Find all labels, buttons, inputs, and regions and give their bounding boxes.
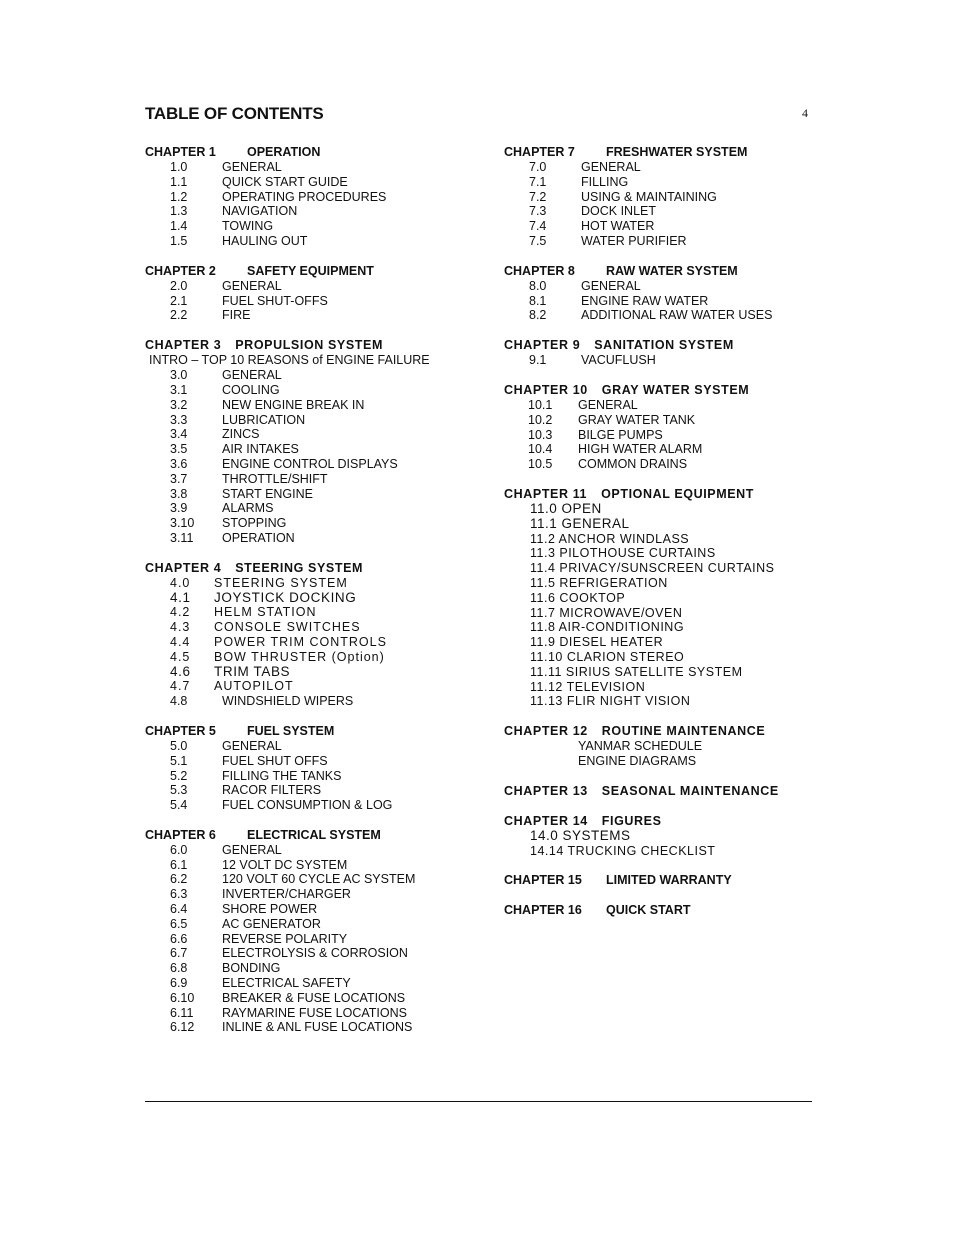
section-number: 9.1 xyxy=(529,353,547,368)
toc-entry[interactable] xyxy=(504,294,824,309)
section-title: WATER PURIFIER xyxy=(581,233,687,248)
section-number: 7.1 xyxy=(529,174,547,189)
toc-entry[interactable] xyxy=(145,754,485,769)
section-title: 11.5 REFRIGERATION xyxy=(530,575,668,590)
section-number: 6.0 xyxy=(170,842,188,857)
section-title: NEW ENGINE BREAK IN xyxy=(222,397,365,412)
section-title: 14.14 TRUCKING CHECKLIST xyxy=(530,843,716,858)
section-number: 3.10 xyxy=(170,516,195,531)
chapter-heading[interactable] xyxy=(504,783,824,799)
section-title: POWER TRIM CONTROLS xyxy=(214,634,387,649)
section-number: 3.0 xyxy=(170,368,188,383)
section-number: 4.5 xyxy=(170,649,191,664)
section-title: ENGINE RAW WATER xyxy=(581,293,709,308)
toc-entry[interactable] xyxy=(145,591,485,606)
section-number: 3.3 xyxy=(170,412,188,427)
section-title: GENERAL xyxy=(222,160,282,174)
toc-entry[interactable] xyxy=(145,487,485,502)
toc-entry[interactable] xyxy=(145,279,485,294)
toc-entry[interactable] xyxy=(145,635,485,650)
section-title: 11.4 PRIVACY/SUNSCREEN CURTAINS xyxy=(530,561,775,576)
section-title: 11.12 TELEVISION xyxy=(530,679,646,694)
toc-entry[interactable] xyxy=(145,605,485,620)
toc-entry[interactable] xyxy=(504,665,824,680)
section-number: 1.4 xyxy=(170,219,188,234)
toc-entry[interactable] xyxy=(504,739,824,754)
chapter-title: FUEL SYSTEM xyxy=(247,723,335,738)
section-number: 6.3 xyxy=(170,887,188,902)
section-title: GENERAL xyxy=(581,160,641,174)
section-number: 4.3 xyxy=(170,620,191,635)
section-number: 3.7 xyxy=(170,471,188,486)
section-title: GENERAL xyxy=(222,368,282,383)
toc-entry[interactable] xyxy=(504,442,824,457)
section-title: AIR INTAKES xyxy=(222,442,299,457)
chapter-number: CHAPTER 3 xyxy=(145,338,222,353)
section-title: GENERAL xyxy=(578,397,638,412)
section-title: ELECTROLYSIS & CORROSION xyxy=(222,946,408,961)
section-title: 11.9 DIESEL HEATER xyxy=(530,635,664,650)
toc-entry[interactable] xyxy=(145,991,485,1006)
section-title: 11.13 FLIR NIGHT VISION xyxy=(530,694,691,709)
toc-entry[interactable] xyxy=(504,576,824,591)
section-title: ENGINE DIAGRAMS xyxy=(578,753,697,768)
toc-entry[interactable] xyxy=(145,872,485,887)
section-title: CONSOLE SWITCHES xyxy=(214,620,361,635)
section-title: 11.3 PILOTHOUSE CURTAINS xyxy=(530,546,716,561)
chapter-number: CHAPTER 12 xyxy=(504,724,588,739)
chapter-heading[interactable] xyxy=(504,486,824,502)
section-title: TRIM TABS xyxy=(214,663,291,679)
toc-entry[interactable] xyxy=(145,190,485,205)
section-title: 14.0 SYSTEMS xyxy=(530,827,631,843)
chapter-heading[interactable] xyxy=(504,382,824,398)
toc-entry[interactable] xyxy=(504,204,824,219)
toc-entry[interactable] xyxy=(504,635,824,650)
section-number: 3.9 xyxy=(170,501,188,516)
section-number: 6.1 xyxy=(170,857,188,872)
toc-entry[interactable] xyxy=(504,175,824,190)
footer-rule xyxy=(145,1101,812,1102)
section-number: 3.2 xyxy=(170,397,188,412)
section-title: 11.10 CLARION STEREO xyxy=(530,649,685,664)
section-title: FILLING xyxy=(581,174,629,189)
section-title: REVERSE POLARITY xyxy=(222,931,348,946)
toc-entry[interactable] xyxy=(145,798,485,813)
chapter-heading[interactable] xyxy=(145,827,485,843)
section-title: START ENGINE xyxy=(222,486,313,501)
section-title: COOLING xyxy=(222,382,280,397)
section-title: LUBRICATION xyxy=(222,412,306,427)
toc-entry[interactable] xyxy=(145,694,485,709)
section-number: 6.6 xyxy=(170,931,188,946)
chapter-heading[interactable] xyxy=(145,723,485,739)
section-number: 5.1 xyxy=(170,753,188,768)
chapter-number: CHAPTER 11 xyxy=(504,486,588,501)
toc-entry[interactable] xyxy=(145,1006,485,1021)
toc-entry[interactable] xyxy=(504,546,824,561)
chapter-heading[interactable] xyxy=(504,813,824,829)
section-number: 3.5 xyxy=(170,442,188,457)
toc-entry[interactable] xyxy=(504,561,824,576)
section-number: 3.4 xyxy=(170,427,188,442)
toc-entry[interactable] xyxy=(504,650,824,665)
section-title: INLINE & ANL FUSE LOCATIONS xyxy=(222,1020,413,1035)
section-title: GENERAL xyxy=(222,842,282,857)
chapter-title: ELECTRICAL SYSTEM xyxy=(247,827,381,842)
section-number: 6.4 xyxy=(170,902,188,917)
chapter-title: FIGURES xyxy=(601,813,662,828)
chapter-number: CHAPTER 16 xyxy=(504,903,582,918)
page-title: TABLE OF CONTENTS xyxy=(145,104,324,123)
toc-entry[interactable] xyxy=(145,175,485,190)
section-number: 5.3 xyxy=(170,783,188,798)
toc-entry[interactable] xyxy=(504,234,824,249)
section-number: 4.2 xyxy=(170,605,191,620)
toc-entry[interactable] xyxy=(504,844,824,859)
section-number: 6.7 xyxy=(170,946,188,961)
chapter-title: STEERING SYSTEM xyxy=(235,560,364,575)
toc-entry[interactable] xyxy=(145,620,485,635)
section-title: YANMAR SCHEDULE xyxy=(578,739,703,754)
toc-entry[interactable] xyxy=(145,1020,485,1035)
section-title: GRAY WATER TANK xyxy=(578,412,696,427)
section-title: RACOR FILTERS xyxy=(222,783,322,798)
toc-entry[interactable] xyxy=(145,576,485,591)
section-title: HOT WATER xyxy=(581,219,655,234)
toc-entry[interactable] xyxy=(145,501,485,516)
toc-entry[interactable] xyxy=(504,606,824,621)
section-number: 10.2 xyxy=(528,412,553,427)
section-title: AUTOPILOT xyxy=(214,679,294,694)
toc-entry[interactable] xyxy=(145,204,485,219)
toc-entry[interactable] xyxy=(504,829,824,844)
chapter-number: CHAPTER 9 xyxy=(504,338,581,353)
section-title: NAVIGATION xyxy=(222,204,298,219)
chapter-number: CHAPTER 1 xyxy=(145,145,216,159)
section-title: USING & MAINTAINING xyxy=(581,189,717,204)
chapter-heading[interactable] xyxy=(145,144,485,160)
section-number: 6.10 xyxy=(170,990,195,1005)
section-number: 1.0 xyxy=(170,160,188,174)
toc-entry[interactable] xyxy=(145,442,485,457)
toc-entry[interactable] xyxy=(145,368,485,383)
section-number: 10.3 xyxy=(528,427,553,442)
section-number: 4.8 xyxy=(170,694,188,709)
toc-entry[interactable] xyxy=(145,308,485,323)
chapter-block xyxy=(504,263,824,323)
section-title: JOYSTICK DOCKING xyxy=(214,589,357,605)
section-title: GENERAL xyxy=(581,278,641,293)
toc-entry[interactable] xyxy=(504,620,824,635)
section-number: 1.3 xyxy=(170,204,188,219)
section-number: 8.2 xyxy=(529,308,547,323)
section-title: VACUFLUSH xyxy=(581,353,656,368)
section-title: 11.1 GENERAL xyxy=(530,515,630,531)
chapter-block xyxy=(145,723,485,813)
chapter-title: OPTIONAL EQUIPMENT xyxy=(601,486,755,501)
toc-entry[interactable] xyxy=(504,308,824,323)
toc-entry[interactable] xyxy=(145,843,485,858)
toc-entry[interactable] xyxy=(504,532,824,547)
page-number: 4 xyxy=(802,106,808,120)
section-number: 3.1 xyxy=(170,382,188,397)
chapter-block xyxy=(504,382,824,472)
section-title: 11.0 OPEN xyxy=(530,500,602,516)
section-title: HELM STATION xyxy=(214,605,317,620)
section-title: FILLING THE TANKS xyxy=(222,768,342,783)
toc-entry[interactable] xyxy=(145,917,485,932)
toc-entry[interactable] xyxy=(145,531,485,546)
chapter-title: OPERATION xyxy=(247,145,321,159)
toc-entry[interactable] xyxy=(504,279,824,294)
section-number: 8.1 xyxy=(529,293,547,308)
chapter-block xyxy=(504,872,824,888)
toc-entry[interactable] xyxy=(504,413,824,428)
chapter-heading[interactable] xyxy=(145,560,485,576)
chapter-number: CHAPTER 15 xyxy=(504,873,582,888)
toc-entry[interactable] xyxy=(504,398,824,413)
chapter-number: CHAPTER 4 xyxy=(145,560,222,575)
section-number: 4.4 xyxy=(170,634,191,649)
section-number: 6.9 xyxy=(170,976,188,991)
toc-entry[interactable] xyxy=(145,413,485,428)
toc-entry[interactable] xyxy=(145,976,485,991)
chapter-heading[interactable] xyxy=(504,902,824,918)
toc-entry[interactable] xyxy=(145,219,485,234)
chapter-heading[interactable] xyxy=(504,144,824,160)
toc-entry[interactable] xyxy=(145,294,485,309)
chapter-number: CHAPTER 14 xyxy=(504,813,588,828)
toc-entry[interactable] xyxy=(145,961,485,976)
section-title: DOCK INLET xyxy=(581,204,657,219)
section-number: 1.5 xyxy=(170,233,188,248)
toc-entry[interactable] xyxy=(504,754,824,769)
chapter-number: CHAPTER 5 xyxy=(145,723,216,738)
section-title: ALARMS xyxy=(222,501,274,516)
section-title: 11.7 MICROWAVE/OVEN xyxy=(530,605,683,620)
chapter-block xyxy=(504,486,824,709)
section-number: 6.12 xyxy=(170,1020,195,1035)
toc-entry[interactable] xyxy=(145,160,485,175)
section-title: 120 VOLT 60 CYCLE AC SYSTEM xyxy=(222,872,416,887)
section-title: BILGE PUMPS xyxy=(578,427,663,442)
chapter-block xyxy=(145,263,485,323)
toc-entry[interactable] xyxy=(504,219,824,234)
toc-entry[interactable] xyxy=(504,428,824,443)
section-number: 5.2 xyxy=(170,768,188,783)
section-title: FUEL SHUT-OFFS xyxy=(222,293,328,308)
chapter-heading[interactable] xyxy=(504,337,824,353)
toc-entry[interactable] xyxy=(145,234,485,249)
chapter-block xyxy=(504,902,824,918)
section-number: 1.2 xyxy=(170,189,188,204)
toc-entry[interactable] xyxy=(145,887,485,902)
section-title: INVERTER/CHARGER xyxy=(222,887,351,902)
chapter-number: CHAPTER 2 xyxy=(145,263,216,278)
section-number: 2.2 xyxy=(170,308,188,323)
chapter-title: FRESHWATER SYSTEM xyxy=(606,145,748,159)
section-number: 7.3 xyxy=(529,204,547,219)
toc-entry[interactable] xyxy=(145,383,485,398)
section-title: OPERATION xyxy=(222,530,295,545)
chapter-block xyxy=(145,337,485,546)
section-number: 7.0 xyxy=(529,160,547,174)
chapter-note: INTRO – TOP 10 REASONS of ENGINE FAILURE xyxy=(149,353,430,368)
section-number: 6.2 xyxy=(170,872,188,887)
chapter-number: CHAPTER 10 xyxy=(504,382,588,397)
section-number: 5.4 xyxy=(170,798,188,813)
toc-entry[interactable] xyxy=(504,694,824,709)
toc-entry[interactable] xyxy=(504,591,824,606)
chapter-heading[interactable] xyxy=(504,872,824,888)
section-number: 5.0 xyxy=(170,738,188,753)
toc-entry[interactable] xyxy=(145,858,485,873)
toc-entry[interactable] xyxy=(145,665,485,680)
chapter-title: LIMITED WARRANTY xyxy=(606,873,732,888)
toc-entry[interactable] xyxy=(504,160,824,175)
chapter-title: PROPULSION SYSTEM xyxy=(235,338,383,353)
toc-entry[interactable] xyxy=(145,457,485,472)
section-title: 11.2 ANCHOR WINDLASS xyxy=(530,531,690,546)
toc-entry[interactable] xyxy=(145,650,485,665)
chapter-number: CHAPTER 6 xyxy=(145,827,216,842)
toc-entry[interactable] xyxy=(145,783,485,798)
section-number: 2.1 xyxy=(170,293,188,308)
section-number: 10.4 xyxy=(528,442,553,457)
section-number: 4.0 xyxy=(170,575,191,590)
section-title: SHORE POWER xyxy=(222,902,318,917)
section-number: 2.0 xyxy=(170,278,188,293)
chapter-block xyxy=(504,783,824,799)
toc-left-column xyxy=(145,144,485,1049)
section-number: 7.5 xyxy=(529,233,547,248)
toc-entry[interactable] xyxy=(145,902,485,917)
toc-entry[interactable] xyxy=(145,946,485,961)
chapter-number: CHAPTER 7 xyxy=(504,145,575,159)
toc-entry[interactable] xyxy=(145,472,485,487)
toc-right-column xyxy=(504,144,824,932)
chapter-heading[interactable] xyxy=(504,263,824,279)
chapter-block xyxy=(145,560,485,709)
chapter-number: CHAPTER 8 xyxy=(504,263,575,278)
toc-entry[interactable] xyxy=(504,680,824,695)
section-title: 11.11 SIRIUS SATELLITE SYSTEM xyxy=(530,664,743,679)
section-title: 12 VOLT DC SYSTEM xyxy=(222,857,348,872)
section-number: 8.0 xyxy=(529,278,547,293)
chapter-title: SAFETY EQUIPMENT xyxy=(247,263,374,278)
chapter-block xyxy=(145,827,485,1035)
chapter-block xyxy=(504,813,824,859)
section-title: 11.8 AIR-CONDITIONING xyxy=(530,620,685,635)
section-number: 7.4 xyxy=(529,219,547,234)
section-title: FUEL CONSUMPTION & LOG xyxy=(222,798,393,813)
chapter-block xyxy=(504,723,824,769)
toc-entry[interactable] xyxy=(145,739,485,754)
section-number: 6.5 xyxy=(170,916,188,931)
section-number: 3.6 xyxy=(170,456,188,471)
chapter-heading[interactable] xyxy=(504,723,824,739)
section-title: THROTTLE/SHIFT xyxy=(222,471,328,486)
section-title: ADDITIONAL RAW WATER USES xyxy=(581,308,773,323)
toc-entry[interactable] xyxy=(145,932,485,947)
chapter-block xyxy=(504,337,824,368)
chapter-title: RAW WATER SYSTEM xyxy=(606,263,738,278)
section-number: 7.2 xyxy=(529,189,547,204)
section-title: FUEL SHUT OFFS xyxy=(222,753,328,768)
toc-entry[interactable] xyxy=(504,190,824,205)
toc-entry[interactable] xyxy=(504,517,824,532)
chapter-block xyxy=(145,144,485,249)
section-title: AC GENERATOR xyxy=(222,916,321,931)
section-title: RAYMARINE FUSE LOCATIONS xyxy=(222,1005,407,1020)
section-number: 4.6 xyxy=(170,663,191,679)
section-title: STOPPING xyxy=(222,516,287,531)
toc-entry[interactable] xyxy=(145,679,485,694)
section-title: BREAKER & FUSE LOCATIONS xyxy=(222,990,406,1005)
chapter-title: GRAY WATER SYSTEM xyxy=(601,382,750,397)
section-title: GENERAL xyxy=(222,738,282,753)
section-title: HAULING OUT xyxy=(222,233,308,248)
section-number: 10.1 xyxy=(528,397,553,412)
section-title: ELECTRICAL SAFETY xyxy=(222,976,351,991)
section-number: 1.1 xyxy=(170,174,188,189)
section-title: WINDSHIELD WIPERS xyxy=(222,694,354,709)
section-number: 3.11 xyxy=(170,530,194,545)
section-title: FIRE xyxy=(222,308,251,323)
chapter-title: ROUTINE MAINTENANCE xyxy=(601,724,766,739)
section-title: ZINCS xyxy=(222,427,260,442)
chapter-number: CHAPTER 13 xyxy=(504,783,588,798)
section-title: BOW THRUSTER (Option) xyxy=(214,649,385,664)
chapter-heading[interactable] xyxy=(145,263,485,279)
section-number: 6.11 xyxy=(170,1005,194,1020)
toc-entry[interactable] xyxy=(145,516,485,531)
section-title: HIGH WATER ALARM xyxy=(578,442,703,457)
section-title: STEERING SYSTEM xyxy=(214,575,348,590)
chapter-title: QUICK START xyxy=(606,903,691,918)
section-number: 10.5 xyxy=(528,457,553,472)
toc-entry[interactable] xyxy=(145,398,485,413)
section-number: 6.8 xyxy=(170,961,188,976)
section-title: BONDING xyxy=(222,961,281,976)
toc-entry[interactable] xyxy=(504,457,824,472)
section-title: OPERATING PROCEDURES xyxy=(222,189,387,204)
toc-entry[interactable] xyxy=(504,502,824,517)
chapter-title: SANITATION SYSTEM xyxy=(594,338,734,353)
section-title: GENERAL xyxy=(222,278,282,293)
chapter-title: SEASONAL MAINTENANCE xyxy=(601,783,779,798)
section-title: 11.6 COOKTOP xyxy=(530,590,626,605)
section-title: QUICK START GUIDE xyxy=(222,174,348,189)
section-title: COMMON DRAINS xyxy=(578,457,688,472)
section-number: 4.1 xyxy=(170,589,191,605)
chapter-heading[interactable] xyxy=(145,337,485,353)
section-number: 3.8 xyxy=(170,486,188,501)
section-number: 4.7 xyxy=(170,679,191,694)
toc-entry[interactable] xyxy=(504,353,824,368)
toc-entry[interactable] xyxy=(145,769,485,784)
section-title: ENGINE CONTROL DISPLAYS xyxy=(222,456,398,471)
chapter-block xyxy=(504,144,824,249)
section-title: TOWING xyxy=(222,219,274,234)
toc-entry[interactable] xyxy=(145,427,485,442)
